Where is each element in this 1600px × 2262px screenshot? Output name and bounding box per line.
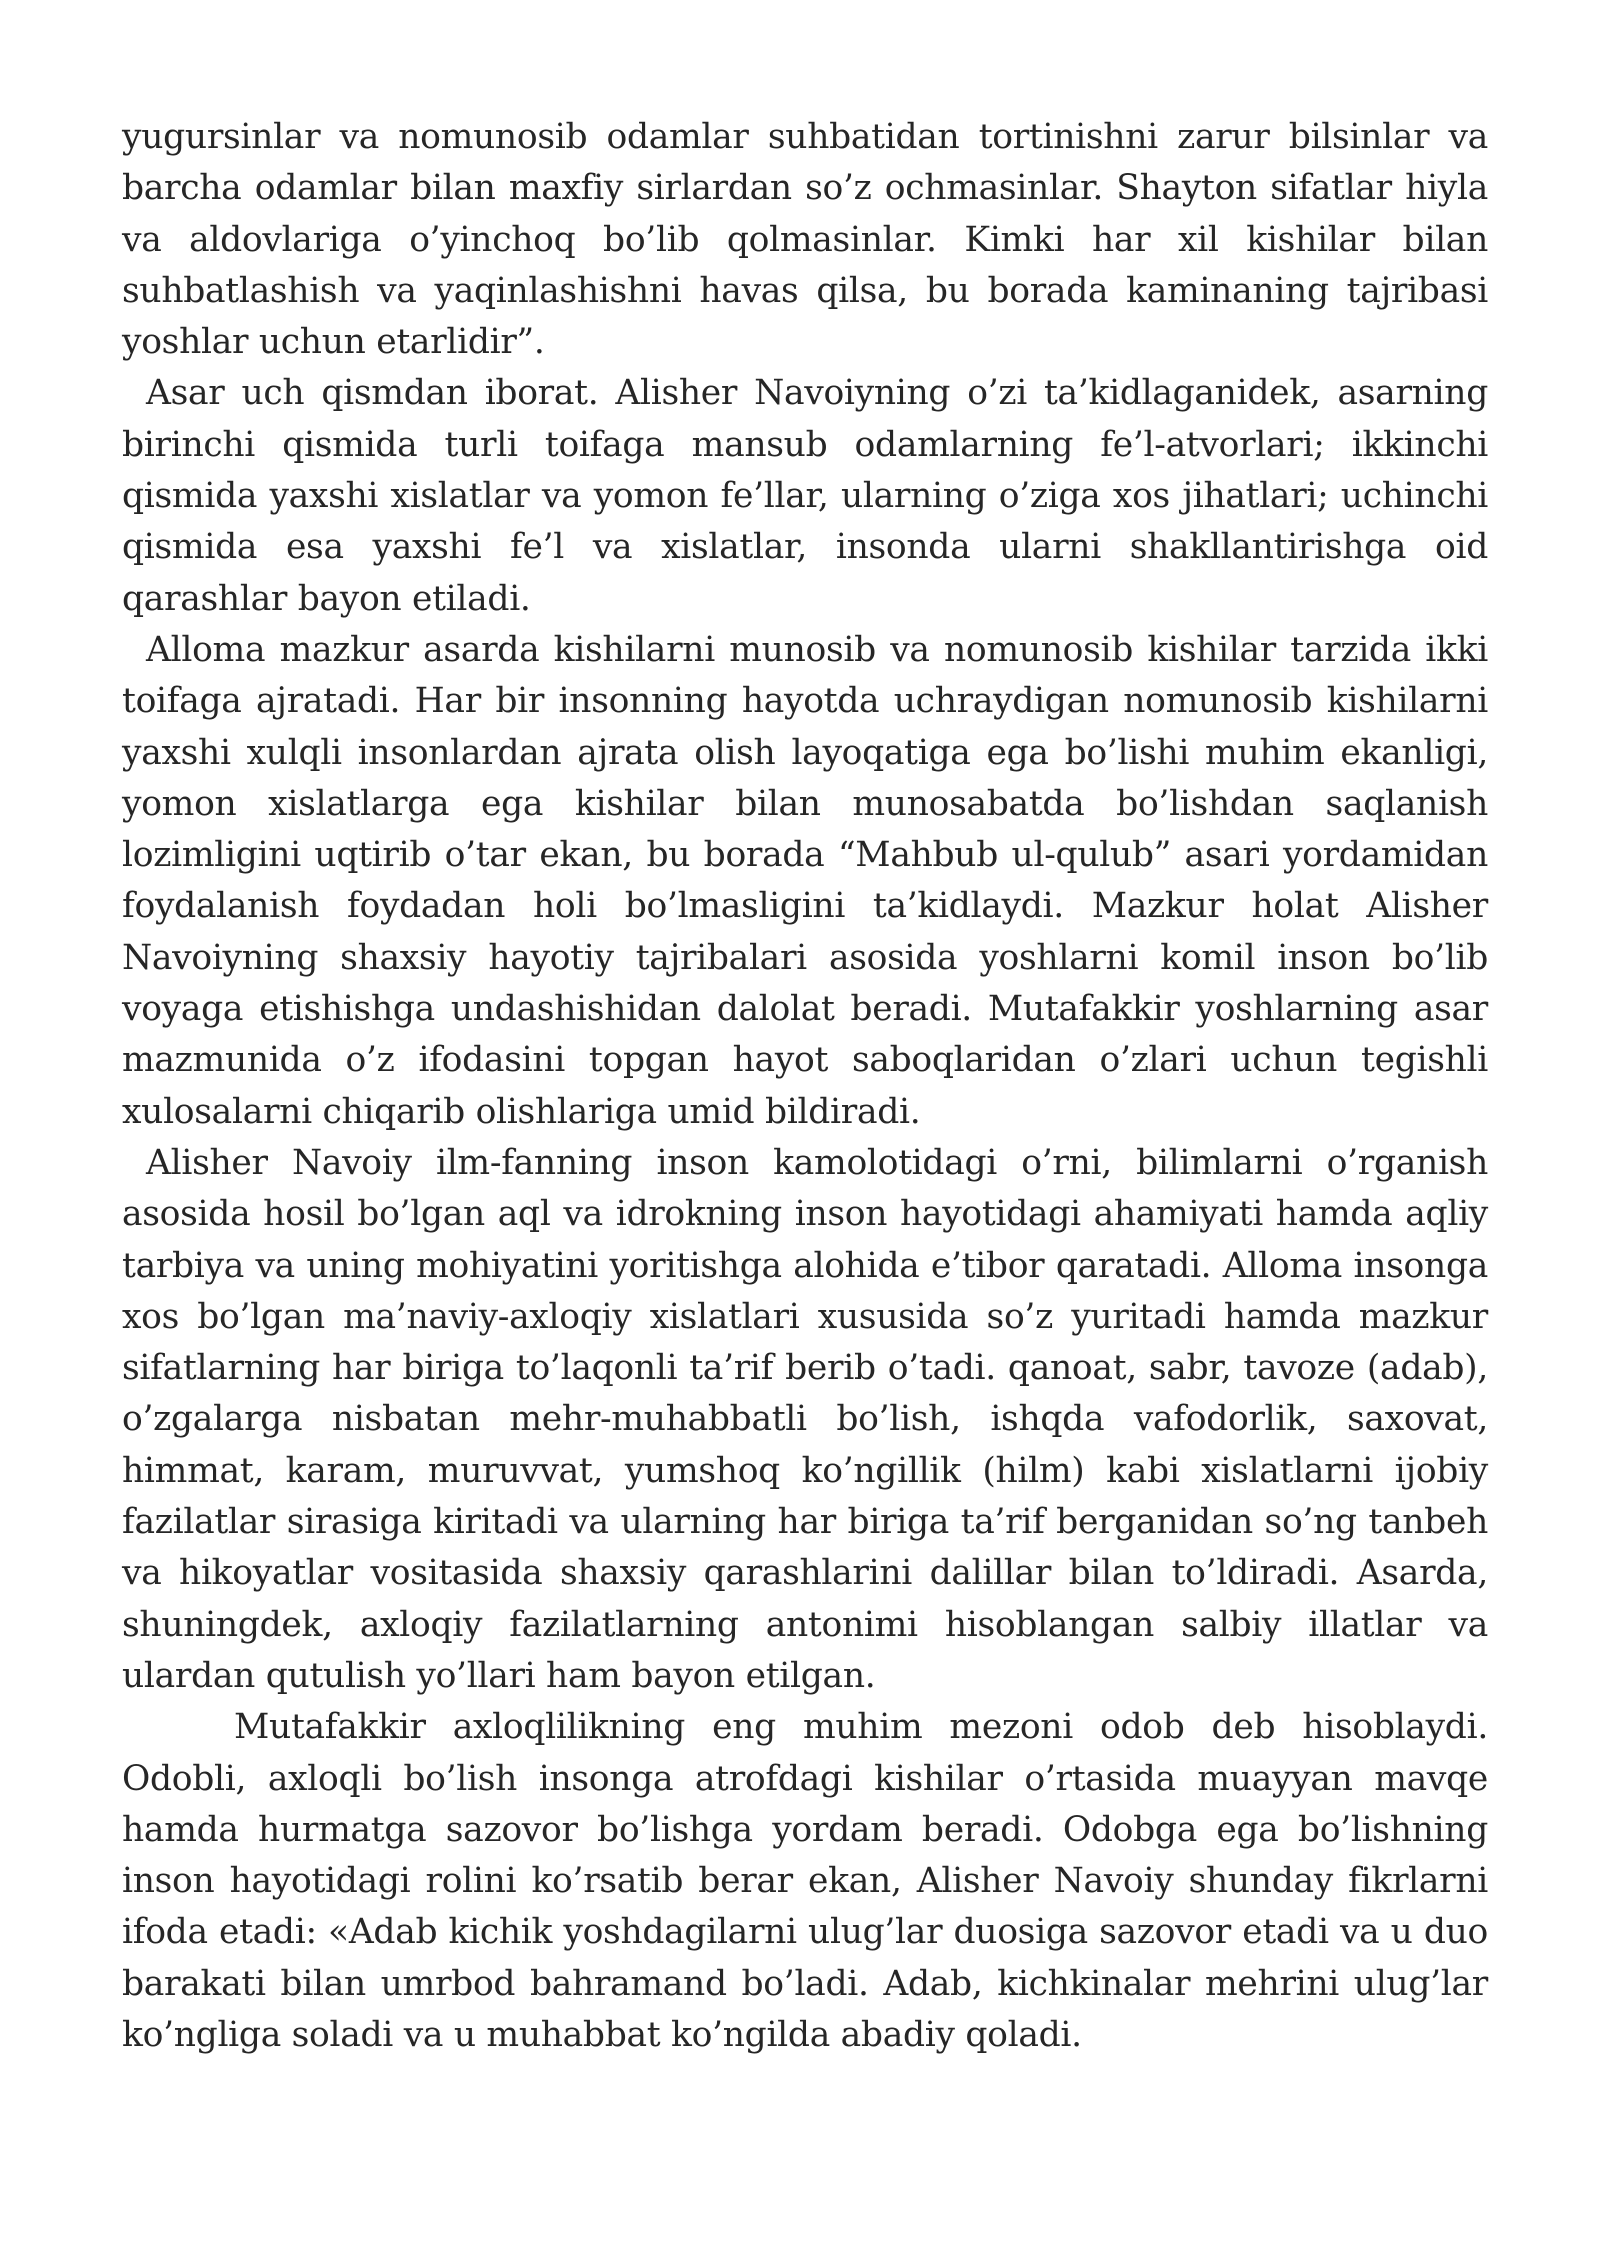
paragraph: Alloma mazkur asarda kishilarni munosib va nomunosib kishilar tarzida ikki toifaga ajratadi. Har bir insonning hayotda uchraydigan nomunosib kishilarni yaxshi xulqli insonlardan ajrata olish layoqatiga ega bo’lishi muhim ekanligi, yomon xislatlarga ega kishilar bilan munosabatda bo’lishdan saqlanish lozimligini uqtirib o’tar ekan, bu borada “Mahbub ul-qulub” asari yordamidan foydalanish foydadan holi bo’lmasligini ta’kidlaydi. Mazkur holat Alisher Navoiyning shaxsiy hayotiy tajribalari asosida yoshlarni komil inson bo’lib voyaga etishishga undashishidan dalolat beradi. Mutafakkir yoshlarning asar mazmunida o’z ifodasini topgan hayot saboqlaridan o’zlari uchun tegishli xulosalarni chiqarib olishlariga umid bildiradi. [122, 629, 1488, 1132]
paragraph: yugursinlar va nomunosib odamlar suhbatidan tortinishni zarur bilsinlar va barcha odamlar bilan maxfiy sirlardan so’z ochmasinlar. Shayton sifatlar hiyla va aldovlariga o’yinchoq bo’lib qolmasinlar. Kimki har xil kishilar bilan suhbatlashish va yaqinlashishni havas qilsa, bu borada kaminaning tajribasi yoshlar uchun etarlidir”. [122, 117, 1488, 363]
document-page [122, 112, 1488, 2061]
paragraph: Mutafakkir axloqlilikning eng muhim mezoni odob deb hisoblaydi. Odobli, axloqli bo’lish insonga atrofdagi kishilar o’rtasida muayyan mavqe hamda hurmatga sazovor bo’lishga yordam beradi. Odobga ega bo’lishning inson hayotidagi rolini ko’rsatib berar ekan, Alisher Navoiy shunday fikrlarni ifoda etadi: «Adab kichik yoshdagilarni ulug’lar duosiga sazovor etadi va u duo barakati bilan umrbod bahramand bo’ladi. Adab, kichkinalar mehrini ulug’lar ko’ngliga soladi va u muhabbat ko’ngilda abadiy qoladi. [122, 1707, 1488, 2055]
paragraph: Asar uch qismdan iborat. Alisher Navoiyning o’zi ta’kidlaganidek, asarning birinchi qismida turli toifaga mansub odamlarning fe’l-atvorlari; ikkinchi qismida yaxshi xislatlar va yomon fe’llar, ularning o’ziga xos jihatlari; uchinchi qismida esa yaxshi fe’l va xislatlar, insonda ularni shakllantirishga oid qarashlar bayon etiladi. [122, 373, 1488, 619]
paragraph: Alisher Navoiy ilm-fanning inson kamolotidagi o’rni, bilimlarni o’rganish asosida hosil bo’lgan aql va idrokning inson hayotidagi ahamiyati hamda aqliy tarbiya va uning mohiyatini yoritishga alohida e’tibor qaratadi. Alloma insonga xos bo’lgan ma’naviy-axloqiy xislatlari xususida so’z yuritadi hamda mazkur sifatlarning har biriga to’laqonli ta’rif berib o’tadi. qanoat, sabr, tavoze (adab), o’zgalarga nisbatan mehr-muhabbatli bo’lish, ishqda vafodorlik, saxovat, himmat, karam, muruvvat, yumshoq ko’ngillik (hilm) kabi xislatlarni ijobiy fazilatlar sirasiga kiritadi va ularning har biriga ta’rif berganidan so’ng tanbeh va hikoyatlar vositasida shaxsiy qarashlarini dalillar bilan to’ldiradi. Asarda, shuningdek, axloqiy fazilatlarning antonimi hisoblangan salbiy illatlar va ulardan qutulish yo’llari ham bayon etilgan. [122, 1142, 1488, 1696]
